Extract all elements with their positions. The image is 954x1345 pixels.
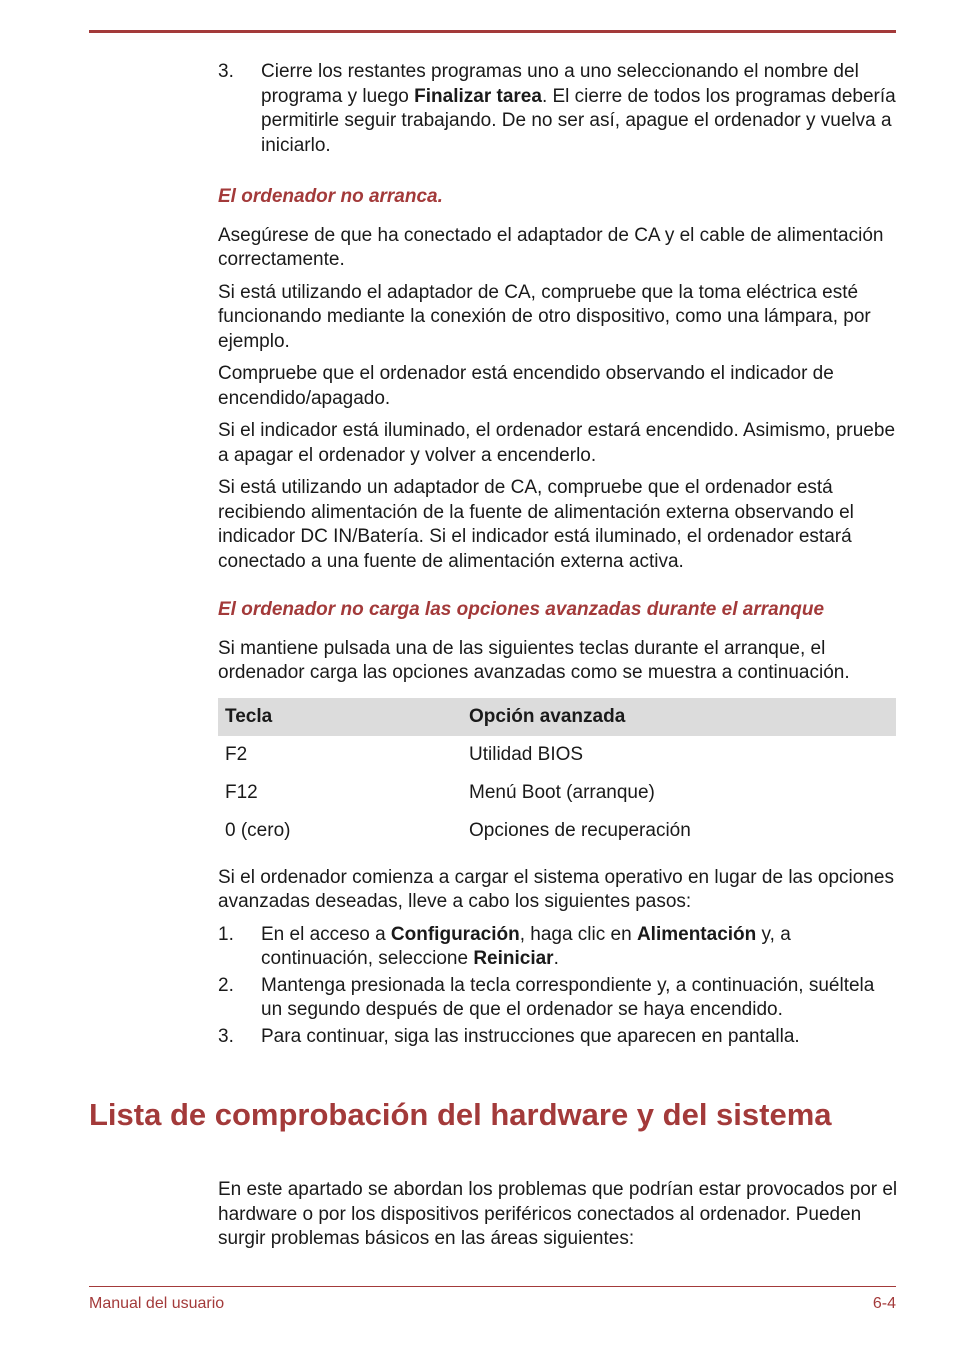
list-item-number: 3. <box>218 1025 234 1047</box>
header-rule <box>89 30 896 33</box>
list-item <box>218 1025 898 1050</box>
list-item-text: , haga clic en <box>519 923 637 945</box>
list-item-text: Cierre los restantes programas uno a uno seleccionando el nombre del programa y luego <box>261 61 859 107</box>
table-cell: Utilidad BIOS <box>469 743 584 765</box>
table-cell: Menú Boot (arranque) <box>469 781 655 803</box>
paragraph: Asegúrese de que ha conectado el adaptador de CA y el cable de alimentación correctamente. <box>218 224 884 270</box>
subheading: El ordenador no arranca. <box>218 186 443 207</box>
bold-term: Configuración <box>390 923 520 945</box>
list-item <box>218 60 898 158</box>
table-row <box>218 736 896 774</box>
list-item-text: Mantenga presionada la tecla correspondiente y, a continuación, suéltela un segundo después de que el ordenador se haya encendido. <box>261 974 875 1020</box>
boot-keys-table <box>218 698 896 850</box>
table-cell: Opciones de recuperación <box>469 819 691 841</box>
paragraph: Si el indicador está iluminado, el ordenador estará encendido. Asimismo, pruebe a apagar el ordenador y volver a encenderlo. <box>218 420 896 466</box>
table-row <box>218 812 896 850</box>
paragraph: En este apartado se abordan los problemas que podrían estar provocados por el hardware o por los dispositivos periféricos conectados al ordenador. Pueden surgir problemas básicos en las áreas siguientes: <box>218 1179 898 1249</box>
list-item <box>218 923 898 972</box>
table-header-row <box>218 698 896 736</box>
bold-term: Reiniciar <box>473 948 554 969</box>
table-cell: F12 <box>225 781 258 803</box>
section-title: Lista de comprobación del hardware y del sistema <box>89 1097 832 1132</box>
bold-term: Finalizar tarea <box>414 85 542 107</box>
table-header-cell: Opción avanzada <box>462 698 896 736</box>
paragraph: Si el ordenador comienza a cargar el sistema operativo en lugar de las opciones avanzadas deseadas, lleve a cabo los siguientes pasos: <box>218 866 894 912</box>
table-cell: 0 (cero) <box>225 819 291 841</box>
list-item <box>218 974 898 1023</box>
list-item-number: 3. <box>218 61 234 82</box>
subheading: El ordenador no carga las opciones avanzadas durante el arranque <box>218 599 825 620</box>
list-item-text: y, a continuación, seleccione <box>261 923 791 969</box>
paragraph: Si está utilizando el adaptador de CA, compruebe que la toma eléctrica esté funcionando mediante la conexión de otro dispositivo, como una lámpara, por ejemplo. <box>218 281 871 352</box>
footer-rule <box>89 1286 896 1287</box>
list-item-number: 2. <box>218 974 234 996</box>
paragraph: Si está utilizando un adaptador de CA, compruebe que el ordenador está recibiendo alimentación de la fuente de alimentación externa observando el indicador DC IN/Batería. Si el indicador está iluminado, el ordenador estará conectado a una fuente de alimentación externa activa. <box>218 477 854 572</box>
list-item-text: En el acceso a <box>261 923 391 945</box>
table-cell: F2 <box>225 743 248 765</box>
paragraph: Si mantiene pulsada una de las siguientes teclas durante el arranque, el ordenador carga las opciones avanzadas como se muestra a continuación. <box>218 637 850 683</box>
table-header-cell: Tecla <box>218 698 462 736</box>
table-row <box>218 774 896 812</box>
list-item-text: . <box>553 948 559 969</box>
list-item-number: 1. <box>218 923 234 945</box>
main-content <box>218 60 898 1049</box>
list-item-text: . El cierre de todos los programas debería permitirle seguir trabajando. De no ser así, apague el ordenador y vuelva a iniciarlo. <box>261 85 896 156</box>
bold-term: Alimentación <box>636 923 757 945</box>
paragraph: Compruebe que el ordenador está encendido observando el indicador de encendido/apagado. <box>218 363 834 409</box>
page-number: 6-4 <box>872 1295 896 1312</box>
footer-title: Manual del usuario <box>89 1295 225 1312</box>
list-item-text: Para continuar, siga las instrucciones que aparecen en pantalla. <box>261 1025 800 1047</box>
